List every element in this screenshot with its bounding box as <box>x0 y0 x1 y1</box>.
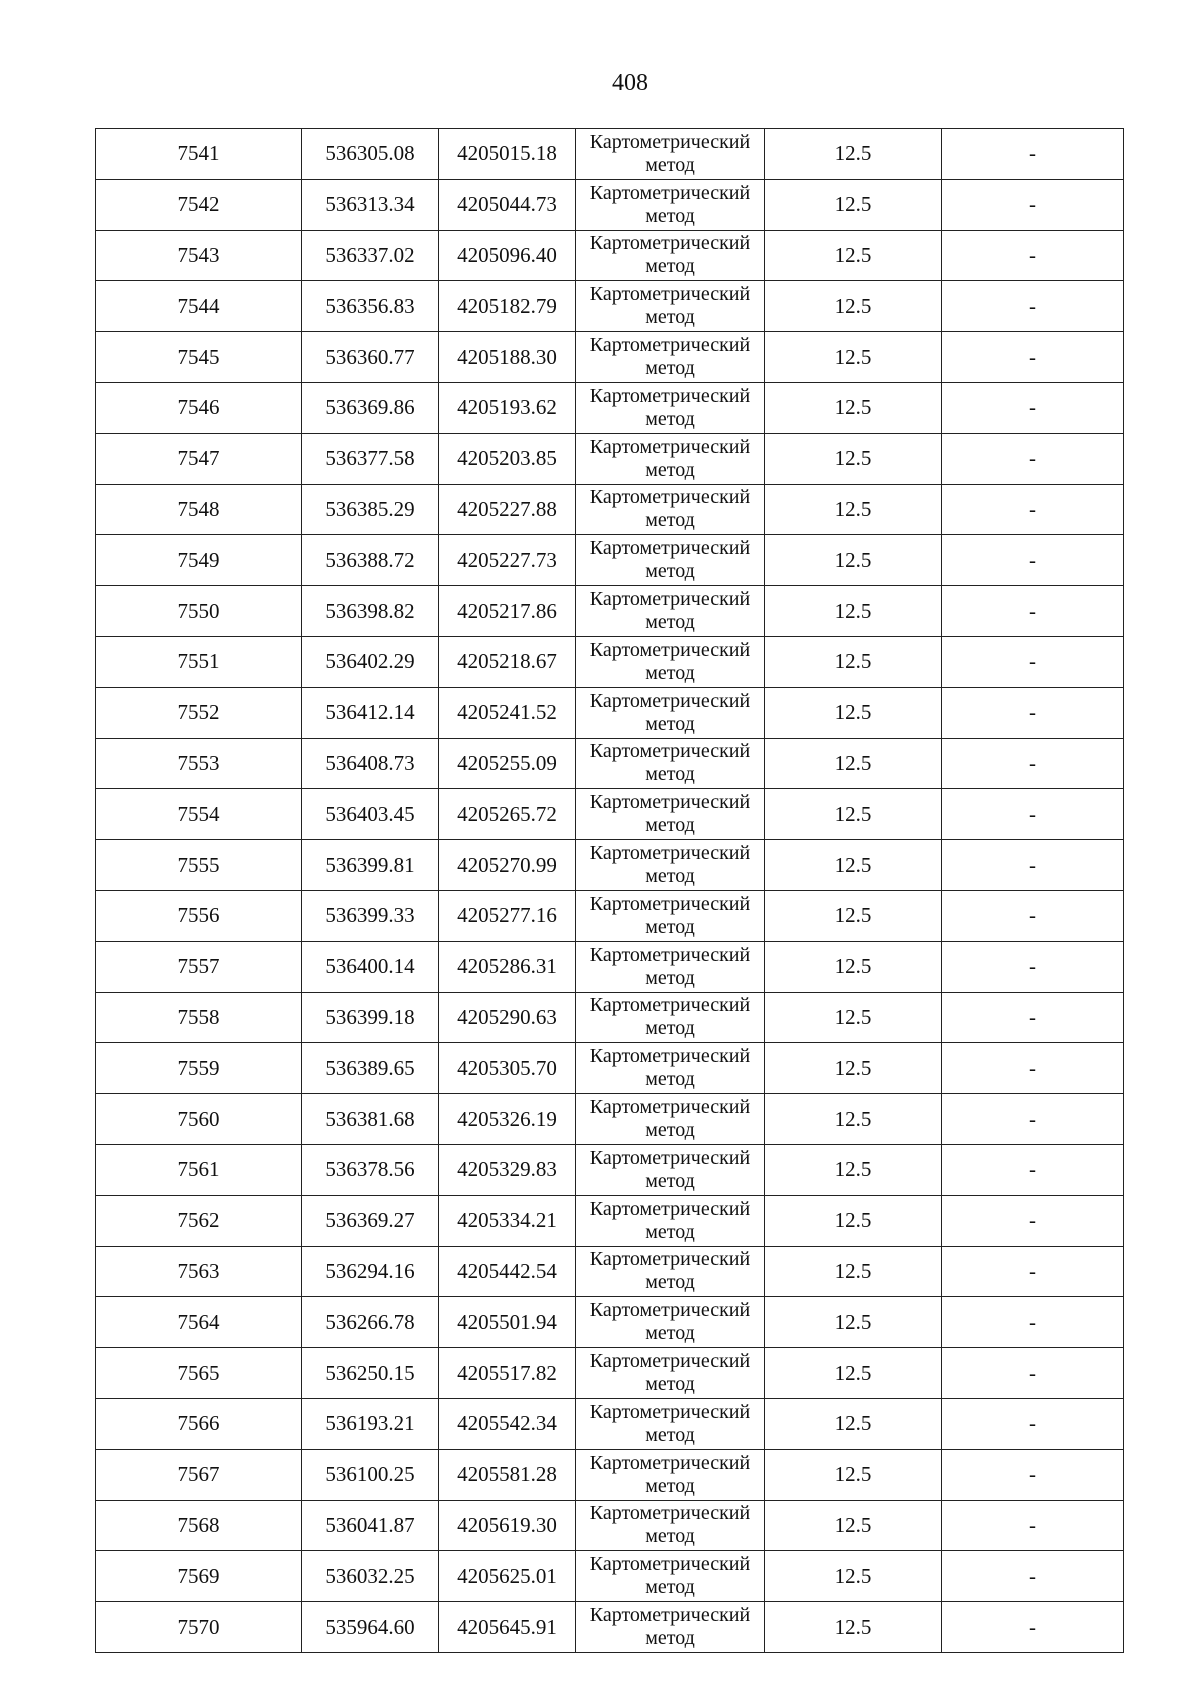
point-number-cell: 7564 <box>96 1297 302 1348</box>
y-coordinate-cell: 4205015.18 <box>439 129 576 180</box>
point-number-cell: 7570 <box>96 1602 302 1653</box>
note-cell: - <box>942 281 1124 332</box>
point-number-cell: 7568 <box>96 1500 302 1551</box>
method-line2: метод <box>645 1119 695 1142</box>
table-row <box>96 636 1124 687</box>
method-cell <box>576 992 765 1043</box>
x-coordinate-cell: 536041.87 <box>302 1500 439 1551</box>
x-coordinate-cell: 536305.08 <box>302 129 439 180</box>
note-cell: - <box>942 1195 1124 1246</box>
table-row <box>96 941 1124 992</box>
note-cell: - <box>942 941 1124 992</box>
point-number-cell: 7543 <box>96 230 302 281</box>
point-number-cell: 7565 <box>96 1348 302 1399</box>
method-line2: метод <box>645 865 695 888</box>
method-cell <box>576 1602 765 1653</box>
accuracy-cell: 12.5 <box>765 586 942 637</box>
point-number-cell: 7567 <box>96 1449 302 1500</box>
method-line2: метод <box>645 915 695 938</box>
point-number-cell: 7554 <box>96 789 302 840</box>
method-cell <box>576 840 765 891</box>
y-coordinate-cell: 4205270.99 <box>439 840 576 891</box>
accuracy-cell: 12.5 <box>765 1297 942 1348</box>
method-cell <box>576 179 765 230</box>
method-line1: Картометрический <box>589 842 751 865</box>
method-line1: Картометрический <box>589 283 751 306</box>
point-number-cell: 7555 <box>96 840 302 891</box>
method-line2: метод <box>645 153 695 176</box>
accuracy-cell: 12.5 <box>765 1348 942 1399</box>
note-cell: - <box>942 586 1124 637</box>
x-coordinate-cell: 536400.14 <box>302 941 439 992</box>
y-coordinate-cell: 4205334.21 <box>439 1195 576 1246</box>
note-cell: - <box>942 1094 1124 1145</box>
method-line1: Картометрический <box>589 1451 751 1474</box>
point-number-cell: 7553 <box>96 738 302 789</box>
note-cell: - <box>942 1500 1124 1551</box>
note-cell: - <box>942 1348 1124 1399</box>
x-coordinate-cell: 536385.29 <box>302 484 439 535</box>
table-row <box>96 1043 1124 1094</box>
y-coordinate-cell: 4205542.34 <box>439 1398 576 1449</box>
method-cell <box>576 484 765 535</box>
point-number-cell: 7541 <box>96 129 302 180</box>
method-line1: Картометрический <box>589 1502 751 1525</box>
table-row <box>96 1348 1124 1399</box>
method-line1: Картометрический <box>589 892 751 915</box>
method-line1: Картометрический <box>589 994 751 1017</box>
method-line1: Картометрический <box>589 1400 751 1423</box>
method-cell <box>576 1144 765 1195</box>
method-cell <box>576 738 765 789</box>
y-coordinate-cell: 4205286.31 <box>439 941 576 992</box>
method-line2: метод <box>645 814 695 837</box>
method-cell <box>576 1500 765 1551</box>
method-line1: Картометрический <box>589 435 751 458</box>
method-line1: Картометрический <box>589 537 751 560</box>
note-cell: - <box>942 1297 1124 1348</box>
y-coordinate-cell: 4205182.79 <box>439 281 576 332</box>
method-line1: Картометрический <box>589 1350 751 1373</box>
table-row <box>96 230 1124 281</box>
y-coordinate-cell: 4205241.52 <box>439 687 576 738</box>
y-coordinate-cell: 4205218.67 <box>439 636 576 687</box>
x-coordinate-cell: 536294.16 <box>302 1246 439 1297</box>
method-cell <box>576 1398 765 1449</box>
method-cell <box>576 281 765 332</box>
method-line1: Картометрический <box>589 1146 751 1169</box>
point-number-cell: 7546 <box>96 382 302 433</box>
x-coordinate-cell: 536250.15 <box>302 1348 439 1399</box>
method-cell <box>576 789 765 840</box>
note-cell: - <box>942 433 1124 484</box>
accuracy-cell: 12.5 <box>765 1043 942 1094</box>
y-coordinate-cell: 4205326.19 <box>439 1094 576 1145</box>
point-number-cell: 7557 <box>96 941 302 992</box>
note-cell: - <box>942 179 1124 230</box>
note-cell: - <box>942 1602 1124 1653</box>
method-line2: метод <box>645 1576 695 1599</box>
method-line1: Картометрический <box>589 1299 751 1322</box>
method-line1: Картометрический <box>589 384 751 407</box>
method-cell <box>576 890 765 941</box>
y-coordinate-cell: 4205096.40 <box>439 230 576 281</box>
note-cell: - <box>942 789 1124 840</box>
point-number-cell: 7569 <box>96 1551 302 1602</box>
table-row <box>96 1602 1124 1653</box>
y-coordinate-cell: 4205290.63 <box>439 992 576 1043</box>
note-cell: - <box>942 332 1124 383</box>
y-coordinate-cell: 4205217.86 <box>439 586 576 637</box>
method-line1: Картометрический <box>589 130 751 153</box>
table-row <box>96 1094 1124 1145</box>
method-line1: Картометрический <box>589 689 751 712</box>
y-coordinate-cell: 4205044.73 <box>439 179 576 230</box>
table-row <box>96 332 1124 383</box>
method-line2: метод <box>645 357 695 380</box>
note-cell: - <box>942 1449 1124 1500</box>
point-number-cell: 7562 <box>96 1195 302 1246</box>
x-coordinate-cell: 536360.77 <box>302 332 439 383</box>
method-cell <box>576 1195 765 1246</box>
x-coordinate-cell: 536100.25 <box>302 1449 439 1500</box>
method-line2: метод <box>645 306 695 329</box>
y-coordinate-cell: 4205305.70 <box>439 1043 576 1094</box>
method-line2: метод <box>645 1423 695 1446</box>
method-line2: метод <box>645 1068 695 1091</box>
table-row <box>96 1551 1124 1602</box>
method-cell <box>576 636 765 687</box>
method-line1: Картометрический <box>589 1248 751 1271</box>
table-row <box>96 382 1124 433</box>
point-number-cell: 7550 <box>96 586 302 637</box>
method-line1: Картометрический <box>589 181 751 204</box>
method-cell <box>576 433 765 484</box>
x-coordinate-cell: 536408.73 <box>302 738 439 789</box>
y-coordinate-cell: 4205625.01 <box>439 1551 576 1602</box>
table-row <box>96 433 1124 484</box>
method-cell <box>576 1043 765 1094</box>
method-cell <box>576 230 765 281</box>
method-cell <box>576 382 765 433</box>
method-cell <box>576 1449 765 1500</box>
point-number-cell: 7561 <box>96 1144 302 1195</box>
x-coordinate-cell: 536356.83 <box>302 281 439 332</box>
accuracy-cell: 12.5 <box>765 484 942 535</box>
note-cell: - <box>942 535 1124 586</box>
y-coordinate-cell: 4205203.85 <box>439 433 576 484</box>
method-cell <box>576 1246 765 1297</box>
x-coordinate-cell: 536403.45 <box>302 789 439 840</box>
accuracy-cell: 12.5 <box>765 687 942 738</box>
point-number-cell: 7556 <box>96 890 302 941</box>
accuracy-cell: 12.5 <box>765 1094 942 1145</box>
method-cell <box>576 1094 765 1145</box>
x-coordinate-cell: 536032.25 <box>302 1551 439 1602</box>
point-number-cell: 7560 <box>96 1094 302 1145</box>
table-row <box>96 738 1124 789</box>
method-line1: Картометрический <box>589 232 751 255</box>
note-cell: - <box>942 1398 1124 1449</box>
note-cell: - <box>942 129 1124 180</box>
accuracy-cell: 12.5 <box>765 281 942 332</box>
method-cell <box>576 1297 765 1348</box>
point-number-cell: 7563 <box>96 1246 302 1297</box>
y-coordinate-cell: 4205619.30 <box>439 1500 576 1551</box>
table-row <box>96 1144 1124 1195</box>
y-coordinate-cell: 4205255.09 <box>439 738 576 789</box>
y-coordinate-cell: 4205517.82 <box>439 1348 576 1399</box>
method-line2: метод <box>645 560 695 583</box>
accuracy-cell: 12.5 <box>765 535 942 586</box>
method-line2: метод <box>645 255 695 278</box>
accuracy-cell: 12.5 <box>765 1144 942 1195</box>
table-row <box>96 1500 1124 1551</box>
x-coordinate-cell: 536399.18 <box>302 992 439 1043</box>
note-cell: - <box>942 840 1124 891</box>
point-number-cell: 7542 <box>96 179 302 230</box>
y-coordinate-cell: 4205581.28 <box>439 1449 576 1500</box>
x-coordinate-cell: 536381.68 <box>302 1094 439 1145</box>
method-line2: метод <box>645 509 695 532</box>
method-cell <box>576 1348 765 1399</box>
method-line2: метод <box>645 1627 695 1649</box>
accuracy-cell: 12.5 <box>765 738 942 789</box>
table-row <box>96 1195 1124 1246</box>
point-number-cell: 7566 <box>96 1398 302 1449</box>
accuracy-cell: 12.5 <box>765 890 942 941</box>
point-number-cell: 7559 <box>96 1043 302 1094</box>
table-row <box>96 992 1124 1043</box>
method-cell <box>576 1551 765 1602</box>
coordinates-table-body <box>96 129 1124 1653</box>
point-number-cell: 7545 <box>96 332 302 383</box>
x-coordinate-cell: 536399.33 <box>302 890 439 941</box>
method-line2: метод <box>645 661 695 684</box>
table-row <box>96 1246 1124 1297</box>
method-cell <box>576 535 765 586</box>
method-cell <box>576 586 765 637</box>
point-number-cell: 7558 <box>96 992 302 1043</box>
method-line1: Картометрический <box>589 1604 751 1626</box>
accuracy-cell: 12.5 <box>765 129 942 180</box>
x-coordinate-cell: 536402.29 <box>302 636 439 687</box>
table-row <box>96 1398 1124 1449</box>
table-row <box>96 586 1124 637</box>
method-line1: Картометрический <box>589 1045 751 1068</box>
method-line1: Картометрический <box>589 638 751 661</box>
point-number-cell: 7548 <box>96 484 302 535</box>
accuracy-cell: 12.5 <box>765 1398 942 1449</box>
x-coordinate-cell: 536399.81 <box>302 840 439 891</box>
accuracy-cell: 12.5 <box>765 230 942 281</box>
note-cell: - <box>942 382 1124 433</box>
accuracy-cell: 12.5 <box>765 332 942 383</box>
x-coordinate-cell: 535964.60 <box>302 1602 439 1653</box>
method-cell <box>576 129 765 180</box>
point-number-cell: 7544 <box>96 281 302 332</box>
note-cell: - <box>942 890 1124 941</box>
table-row <box>96 281 1124 332</box>
accuracy-cell: 12.5 <box>765 789 942 840</box>
y-coordinate-cell: 4205193.62 <box>439 382 576 433</box>
method-line2: метод <box>645 407 695 430</box>
y-coordinate-cell: 4205645.91 <box>439 1602 576 1653</box>
method-line2: метод <box>645 1220 695 1243</box>
point-number-cell: 7551 <box>96 636 302 687</box>
note-cell: - <box>942 738 1124 789</box>
x-coordinate-cell: 536398.82 <box>302 586 439 637</box>
accuracy-cell: 12.5 <box>765 1551 942 1602</box>
page-number: 408 <box>612 70 648 96</box>
accuracy-cell: 12.5 <box>765 840 942 891</box>
method-line2: метод <box>645 1017 695 1040</box>
point-number-cell: 7549 <box>96 535 302 586</box>
note-cell: - <box>942 687 1124 738</box>
method-line2: метод <box>645 1322 695 1345</box>
x-coordinate-cell: 536389.65 <box>302 1043 439 1094</box>
accuracy-cell: 12.5 <box>765 1195 942 1246</box>
coordinates-table <box>95 128 1124 1653</box>
accuracy-cell: 12.5 <box>765 382 942 433</box>
note-cell: - <box>942 1144 1124 1195</box>
table-row <box>96 129 1124 180</box>
accuracy-cell: 12.5 <box>765 179 942 230</box>
method-line2: метод <box>645 1169 695 1192</box>
x-coordinate-cell: 536388.72 <box>302 535 439 586</box>
x-coordinate-cell: 536369.27 <box>302 1195 439 1246</box>
method-cell <box>576 941 765 992</box>
method-line1: Картометрический <box>589 334 751 357</box>
method-line2: метод <box>645 1271 695 1294</box>
y-coordinate-cell: 4205188.30 <box>439 332 576 383</box>
y-coordinate-cell: 4205442.54 <box>439 1246 576 1297</box>
method-line1: Картометрический <box>589 740 751 763</box>
method-line1: Картометрический <box>589 486 751 509</box>
accuracy-cell: 12.5 <box>765 1500 942 1551</box>
x-coordinate-cell: 536377.58 <box>302 433 439 484</box>
method-line2: метод <box>645 1373 695 1396</box>
note-cell: - <box>942 230 1124 281</box>
method-line2: метод <box>645 611 695 634</box>
accuracy-cell: 12.5 <box>765 1246 942 1297</box>
note-cell: - <box>942 1246 1124 1297</box>
point-number-cell: 7547 <box>96 433 302 484</box>
method-line2: метод <box>645 204 695 227</box>
method-line2: метод <box>645 966 695 989</box>
method-line2: метод <box>645 712 695 735</box>
x-coordinate-cell: 536313.34 <box>302 179 439 230</box>
accuracy-cell: 12.5 <box>765 941 942 992</box>
y-coordinate-cell: 4205265.72 <box>439 789 576 840</box>
method-line2: метод <box>645 763 695 786</box>
method-line1: Картометрический <box>589 1096 751 1119</box>
method-cell <box>576 687 765 738</box>
x-coordinate-cell: 536378.56 <box>302 1144 439 1195</box>
table-row <box>96 1297 1124 1348</box>
table-row <box>96 789 1124 840</box>
method-line1: Картометрический <box>589 1197 751 1220</box>
table-row <box>96 840 1124 891</box>
y-coordinate-cell: 4205227.88 <box>439 484 576 535</box>
x-coordinate-cell: 536193.21 <box>302 1398 439 1449</box>
note-cell: - <box>942 1551 1124 1602</box>
x-coordinate-cell: 536337.02 <box>302 230 439 281</box>
method-line2: метод <box>645 1525 695 1548</box>
table-row <box>96 535 1124 586</box>
table-row <box>96 179 1124 230</box>
x-coordinate-cell: 536412.14 <box>302 687 439 738</box>
note-cell: - <box>942 1043 1124 1094</box>
accuracy-cell: 12.5 <box>765 992 942 1043</box>
table-row <box>96 890 1124 941</box>
accuracy-cell: 12.5 <box>765 1602 942 1653</box>
point-number-cell: 7552 <box>96 687 302 738</box>
note-cell: - <box>942 636 1124 687</box>
table-row <box>96 1449 1124 1500</box>
table-row <box>96 687 1124 738</box>
note-cell: - <box>942 992 1124 1043</box>
method-line2: метод <box>645 458 695 481</box>
method-line1: Картометрический <box>589 1553 751 1576</box>
x-coordinate-cell: 536369.86 <box>302 382 439 433</box>
note-cell: - <box>942 484 1124 535</box>
accuracy-cell: 12.5 <box>765 433 942 484</box>
table-row <box>96 484 1124 535</box>
y-coordinate-cell: 4205227.73 <box>439 535 576 586</box>
y-coordinate-cell: 4205501.94 <box>439 1297 576 1348</box>
method-cell <box>576 332 765 383</box>
y-coordinate-cell: 4205277.16 <box>439 890 576 941</box>
y-coordinate-cell: 4205329.83 <box>439 1144 576 1195</box>
method-line1: Картометрический <box>589 588 751 611</box>
method-line1: Картометрический <box>589 791 751 814</box>
accuracy-cell: 12.5 <box>765 1449 942 1500</box>
method-line1: Картометрический <box>589 943 751 966</box>
x-coordinate-cell: 536266.78 <box>302 1297 439 1348</box>
accuracy-cell: 12.5 <box>765 636 942 687</box>
method-line2: метод <box>645 1474 695 1497</box>
